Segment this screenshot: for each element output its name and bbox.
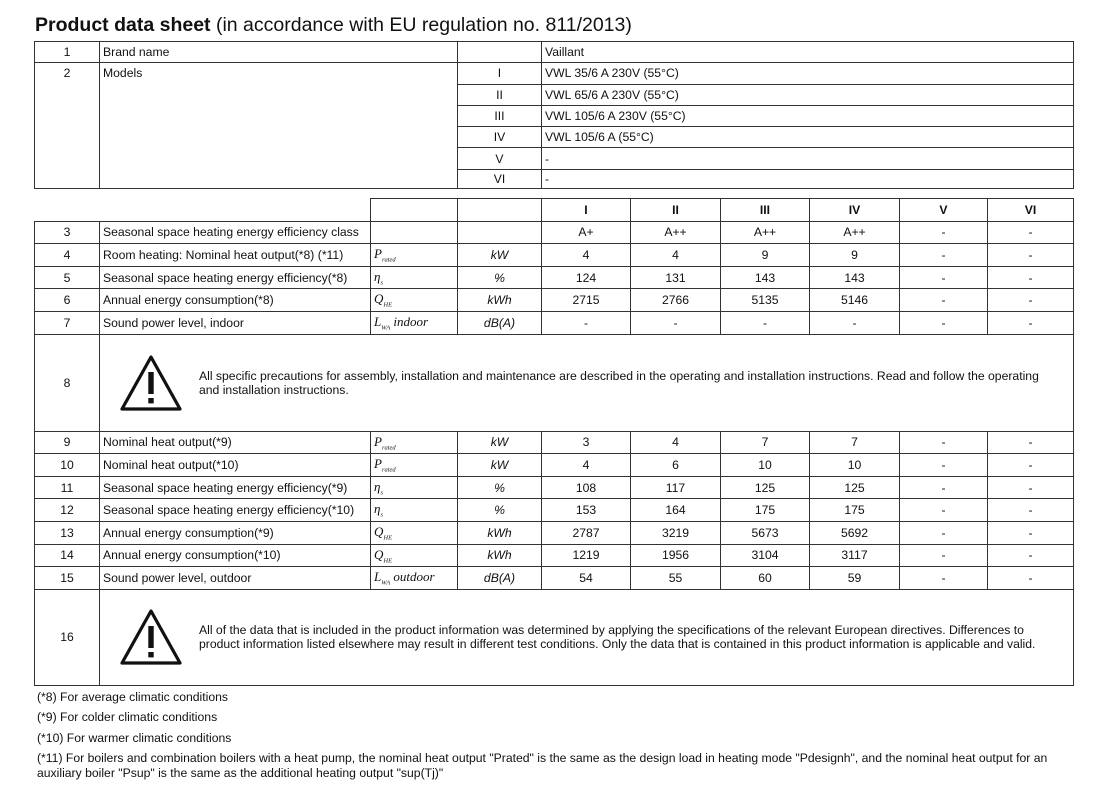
symbol-subscript: HE	[383, 557, 393, 565]
title-main: Product data sheet	[35, 14, 211, 36]
value-cell: -	[988, 289, 1074, 312]
warning-text: All of the data that is included in the product information was determined by applying the specifications of the relevant European directives. Differences to product information listed elsewhere may result in different test conditions. Only the data that is contained in this product information is applicable and valid.	[199, 623, 1036, 652]
data-row	[35, 499, 1074, 522]
value-cell: 153	[542, 499, 631, 522]
model-roman: III	[458, 105, 542, 126]
model-roman: I	[458, 63, 542, 84]
value-cell: 7	[810, 431, 900, 454]
value-cell: -	[900, 544, 988, 567]
value-cell: 54	[542, 567, 631, 590]
row-label: Seasonal space heating energy efficiency class	[100, 221, 371, 244]
symbol-subscript: s	[380, 279, 383, 287]
value-cell: 4	[542, 454, 631, 477]
row-label: Seasonal space heating energy efficiency(*8)	[100, 266, 371, 289]
symbol-subscript: rated	[381, 466, 396, 474]
symbol: η	[374, 501, 381, 517]
data-row	[35, 476, 1074, 499]
data-row	[35, 521, 1074, 544]
unit: kWh	[458, 289, 542, 312]
row-label: Annual energy consumption(*10)	[100, 544, 371, 567]
row-label: Seasonal space heating energy efficiency(*9)	[100, 476, 371, 499]
unit	[458, 221, 542, 244]
symbol-subscript: s	[380, 489, 383, 497]
empty-cell	[35, 199, 100, 222]
value-cell: 117	[631, 476, 721, 499]
row-label: Sound power level, indoor	[100, 311, 371, 334]
value-cell: -	[988, 244, 1074, 267]
row-label: Sound power level, outdoor	[100, 567, 371, 590]
symbol: P	[374, 433, 382, 449]
footnote: (*10) For warmer climatic conditions	[37, 731, 232, 745]
symbol: Q	[374, 546, 384, 562]
row-label: Nominal heat output(*9)	[100, 431, 371, 454]
warning-text: All specific precautions for assembly, installation and maintenance are described in the operating and installation instructions. Read and follow the operating and installation instructions.	[199, 368, 1039, 397]
footnote: (*9) For colder climatic conditions	[37, 710, 218, 724]
value-cell: -	[988, 567, 1074, 590]
symbol-subscript: HE	[383, 301, 393, 309]
row-number: 13	[35, 521, 100, 544]
value-cell: A+	[542, 221, 631, 244]
model-name: -	[542, 148, 1074, 169]
row-number: 3	[35, 221, 100, 244]
value-cell: -	[988, 311, 1074, 334]
value-cell: 6	[631, 454, 721, 477]
symbol-suffix: indoor	[390, 313, 429, 329]
symbol-subscript: s	[380, 511, 383, 519]
empty-cell	[100, 199, 371, 222]
value-cell: -	[988, 221, 1074, 244]
value-cell: -	[810, 311, 900, 334]
value-cell: 3	[542, 431, 631, 454]
row-number: 6	[35, 289, 100, 312]
symbol-cell	[371, 567, 458, 590]
value-cell: -	[988, 454, 1074, 477]
value-cell: -	[721, 311, 810, 334]
row-number: 2	[35, 63, 100, 188]
brand-label: Brand name	[100, 42, 458, 63]
column-header-row	[35, 199, 1074, 222]
value-cell: A++	[721, 221, 810, 244]
value-cell: A++	[631, 221, 721, 244]
row-number: 5	[35, 266, 100, 289]
value-cell: -	[542, 311, 631, 334]
value-cell: 5692	[810, 521, 900, 544]
value-cell: -	[988, 431, 1074, 454]
unit: kWh	[458, 521, 542, 544]
value-cell: 143	[721, 266, 810, 289]
value-cell: 7	[721, 431, 810, 454]
row-number: 4	[35, 244, 100, 267]
value-cell: 9	[810, 244, 900, 267]
model-name: VWL 65/6 A 230V (55°C)	[542, 84, 1074, 105]
page-title	[35, 14, 632, 37]
value-cell: 124	[542, 266, 631, 289]
symbol-suffix: outdoor	[390, 569, 435, 585]
value-cell: 3117	[810, 544, 900, 567]
data-row	[35, 454, 1074, 477]
value-cell: 55	[631, 567, 721, 590]
symbol-cell	[371, 476, 458, 499]
value-cell: 10	[810, 454, 900, 477]
symbol-cell	[371, 311, 458, 334]
value-cell: -	[900, 476, 988, 499]
row-label: Annual energy consumption(*8)	[100, 289, 371, 312]
value-cell: 2715	[542, 289, 631, 312]
value-cell: -	[988, 266, 1074, 289]
row-label: Annual energy consumption(*9)	[100, 521, 371, 544]
value-cell: -	[900, 521, 988, 544]
model-name: VWL 105/6 A (55°C)	[542, 127, 1074, 148]
model-roman: II	[458, 84, 542, 105]
value-cell: -	[988, 476, 1074, 499]
value-cell: -	[900, 454, 988, 477]
warning-icon	[119, 354, 183, 412]
symbol-cell	[371, 454, 458, 477]
model-row	[35, 63, 1074, 84]
value-cell: 4	[631, 431, 721, 454]
value-cell: 108	[542, 476, 631, 499]
value-cell: -	[900, 289, 988, 312]
data-row	[35, 311, 1074, 334]
value-cell: 175	[810, 499, 900, 522]
symbol-cell	[371, 244, 458, 267]
model-name: VWL 35/6 A 230V (55°C)	[542, 63, 1074, 84]
value-cell: -	[988, 544, 1074, 567]
row-number: 7	[35, 311, 100, 334]
data-row	[35, 266, 1074, 289]
unit: %	[458, 266, 542, 289]
symbol: Q	[374, 523, 384, 539]
column-header: IV	[810, 199, 900, 222]
unit: dB(A)	[458, 311, 542, 334]
row-number: 11	[35, 476, 100, 499]
model-roman: VI	[458, 169, 542, 188]
value-cell: 143	[810, 266, 900, 289]
model-roman: IV	[458, 127, 542, 148]
symbol-cell	[371, 499, 458, 522]
value-cell: -	[988, 499, 1074, 522]
value-cell: -	[900, 244, 988, 267]
unit: kW	[458, 454, 542, 477]
row-number: 14	[35, 544, 100, 567]
footnote: (*8) For average climatic conditions	[37, 690, 229, 704]
value-cell: 5135	[721, 289, 810, 312]
symbol: L	[374, 313, 382, 329]
row-label: Nominal heat output(*10)	[100, 454, 371, 477]
value-cell: 125	[810, 476, 900, 499]
warning-cell	[100, 589, 1074, 685]
models-label: Models	[100, 63, 458, 188]
data-row	[35, 567, 1074, 590]
value-cell: 2766	[631, 289, 721, 312]
symbol: η	[374, 268, 381, 284]
row-label: Room heating: Nominal heat output(*8) (*11)	[100, 244, 371, 267]
symbol-cell	[371, 289, 458, 312]
symbol: L	[374, 569, 382, 585]
value-cell: 4	[631, 244, 721, 267]
value-cell: 175	[721, 499, 810, 522]
models-table	[34, 41, 1074, 189]
value-cell: 5673	[721, 521, 810, 544]
value-cell: -	[900, 567, 988, 590]
brand-row	[35, 42, 1074, 63]
value-cell: 59	[810, 567, 900, 590]
value-cell: -	[900, 431, 988, 454]
value-cell: 164	[631, 499, 721, 522]
value-cell: 131	[631, 266, 721, 289]
value-cell: 60	[721, 567, 810, 590]
row-number: 9	[35, 431, 100, 454]
row-label: Seasonal space heating energy efficiency(*10)	[100, 499, 371, 522]
column-header: III	[721, 199, 810, 222]
symbol-subscript: rated	[381, 444, 396, 452]
symbol-cell	[371, 544, 458, 567]
symbol: P	[374, 456, 382, 472]
warning-icon	[119, 608, 183, 666]
symbol-subscript: HE	[383, 534, 393, 542]
symbol-cell	[371, 221, 458, 244]
row-number: 8	[35, 334, 100, 431]
brand-value: Vaillant	[542, 42, 1074, 63]
value-cell: 1219	[542, 544, 631, 567]
data-row	[35, 221, 1074, 244]
data-table	[34, 198, 1074, 686]
value-cell: -	[631, 311, 721, 334]
symbol-subscript: WA	[381, 579, 391, 587]
empty-cell	[458, 42, 542, 63]
row-number: 10	[35, 454, 100, 477]
unit: kW	[458, 431, 542, 454]
row-number: 16	[35, 589, 100, 685]
title-sub: (in accordance with EU regulation no. 811/2013)	[215, 14, 632, 36]
row-number: 12	[35, 499, 100, 522]
value-cell: -	[900, 311, 988, 334]
symbol-cell	[371, 266, 458, 289]
value-cell: 3104	[721, 544, 810, 567]
value-cell: 9	[721, 244, 810, 267]
warning-cell	[100, 334, 1074, 431]
symbol: P	[374, 246, 382, 262]
symbol-subscript: WA	[381, 324, 391, 332]
empty-cell	[458, 199, 542, 222]
unit: %	[458, 476, 542, 499]
unit: dB(A)	[458, 567, 542, 590]
value-cell: 2787	[542, 521, 631, 544]
unit: kW	[458, 244, 542, 267]
column-header: V	[900, 199, 988, 222]
value-cell: -	[900, 266, 988, 289]
value-cell: A++	[810, 221, 900, 244]
data-row	[35, 244, 1074, 267]
warning-row	[35, 589, 1074, 685]
symbol-cell	[371, 431, 458, 454]
value-cell: -	[988, 521, 1074, 544]
data-row	[35, 289, 1074, 312]
model-roman: V	[458, 148, 542, 169]
data-row	[35, 431, 1074, 454]
value-cell: -	[900, 499, 988, 522]
unit: kWh	[458, 544, 542, 567]
value-cell: 5146	[810, 289, 900, 312]
column-header: I	[542, 199, 631, 222]
empty-cell	[371, 199, 458, 222]
data-row	[35, 544, 1074, 567]
value-cell: 4	[542, 244, 631, 267]
value-cell: 1956	[631, 544, 721, 567]
value-cell: 125	[721, 476, 810, 499]
column-header: II	[631, 199, 721, 222]
row-number: 15	[35, 567, 100, 590]
symbol-cell	[371, 521, 458, 544]
unit: %	[458, 499, 542, 522]
symbol-subscript: rated	[381, 256, 396, 264]
value-cell: -	[900, 221, 988, 244]
footnote: (*11) For boilers and combination boilers with a heat pump, the nominal heat output "Prated" is the same as the design load in heating mode "Pdesignh", and the nominal heat output for an auxiliary boiler "Psup" is the same as the additional heating output "sup(Tj)"	[37, 751, 1048, 780]
value-cell: 3219	[631, 521, 721, 544]
symbol: η	[374, 478, 381, 494]
value-cell: 10	[721, 454, 810, 477]
symbol: Q	[374, 291, 384, 307]
model-name: VWL 105/6 A 230V (55°C)	[542, 105, 1074, 126]
model-name: -	[542, 169, 1074, 188]
row-number: 1	[35, 42, 100, 63]
column-header: VI	[988, 199, 1074, 222]
warning-row	[35, 334, 1074, 431]
